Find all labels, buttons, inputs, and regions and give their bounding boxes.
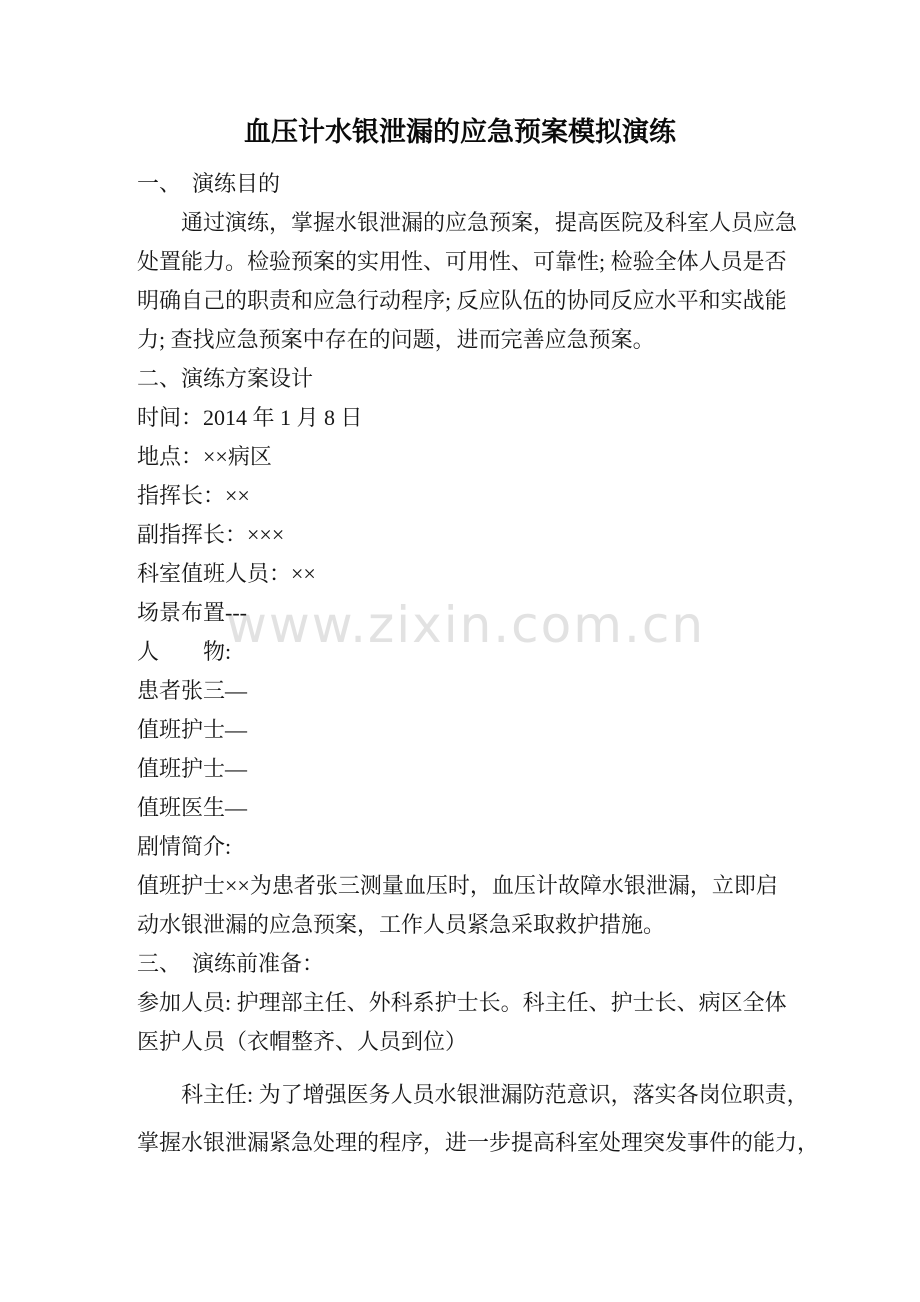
- text-line: 三、 演练前准备：: [137, 951, 325, 976]
- text-line: 通过演练，掌握水银泄漏的应急预案，提高医院及科室人员应急: [181, 210, 798, 235]
- text-line: 明确自己的职责和应急行动程序; 反应队伍的协同反应水平和实战能: [137, 288, 787, 313]
- text-line: 力; 查找应急预案中存在的问题，进而完善应急预案。: [137, 327, 655, 352]
- text-line: 医护人员（衣帽整齐、人员到位）: [137, 1029, 468, 1054]
- text-line: 副指挥长：×××: [137, 522, 285, 547]
- text-line: 指挥长：××: [137, 483, 250, 508]
- text-line: 一、 演练目的: [137, 171, 281, 196]
- text-line: 地点：××病区: [137, 444, 272, 469]
- text-line: 科室值班人员：××: [137, 561, 316, 586]
- text-line: 时间：2014 年 1 月 8 日: [137, 405, 363, 430]
- text-line: 科主任: 为了增强医务人员水银泄漏防范意识，落实各岗位职责，: [181, 1082, 809, 1107]
- text-line: 场景布置---: [137, 600, 247, 625]
- text-line: 处置能力。检验预案的实用性、可用性、可靠性; 检验全体人员是否: [137, 249, 787, 274]
- text-line: 掌握水银泄漏紧急处理的程序，进一步提高科室处理突发事件的能力，: [137, 1130, 820, 1155]
- text-line: 值班护士—: [137, 717, 248, 742]
- text-line: 值班护士—: [137, 756, 248, 781]
- document-body: [0, 164, 920, 1167]
- text-line: 人 物:: [137, 639, 232, 664]
- document-title: 血压计水银泄漏的应急预案模拟演练: [244, 117, 676, 147]
- text-line: 动水银泄漏的应急预案，工作人员紧急采取救护措施。: [137, 912, 666, 937]
- text-line: 剧情简介:: [137, 834, 232, 859]
- watermark-text: www.zixin.com.cn: [226, 596, 706, 654]
- text-line: 患者张三—: [137, 678, 248, 703]
- text-line: 值班护士××为患者张三测量血压时，血压计故障水银泄漏，立即启: [137, 873, 778, 898]
- text-line: 值班医生—: [137, 795, 248, 820]
- text-line: 参加人员: 护理部主任、外科系护士长。科主任、护士长、病区全体: [137, 990, 787, 1015]
- text-line: 二、演练方案设计: [137, 366, 314, 391]
